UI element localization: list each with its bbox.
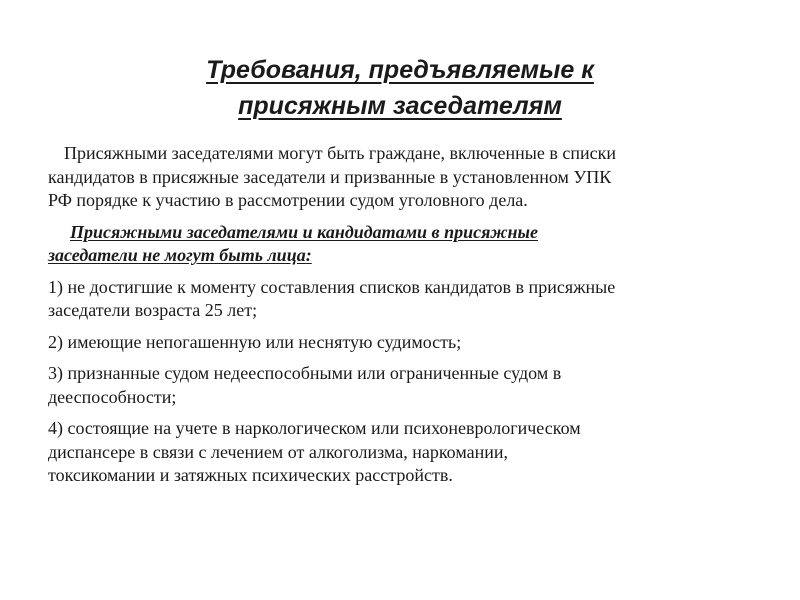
restriction-heading-colon: :	[305, 245, 312, 265]
slide-title-line: присяжным заседателям	[238, 92, 562, 120]
slide-body	[48, 142, 760, 496]
list-item-3	[48, 362, 760, 409]
intro-line: РФ порядке к участию в рассмотрении судом уголовного дела.	[48, 190, 528, 210]
restriction-heading-line: Присяжными заседателями и кандидатами в присяжные	[70, 221, 538, 242]
restriction-heading-line: заседатели не могут быть лица	[48, 245, 306, 265]
slide-title	[60, 52, 740, 124]
intro-paragraph	[48, 142, 760, 213]
list-item-line: 4) состоящие на учете в наркологическом или психоневрологическом	[48, 418, 581, 438]
list-item-line: токсикомании и затяжных психических расстройств.	[48, 465, 453, 485]
list-item-1	[48, 276, 760, 323]
list-item-line: дееспособности;	[48, 386, 177, 407]
slide-title-line: Требования, предъявляемые к	[206, 56, 594, 84]
list-item-line: 2) имеющие непогашенную или неснятую судимость;	[48, 331, 462, 352]
list-item-2	[48, 331, 760, 355]
restriction-heading	[48, 221, 760, 268]
intro-line: Присяжными заседателями могут быть граждане, включенные в списки	[64, 143, 617, 163]
list-item-line: заседатели возраста 25 лет;	[48, 300, 258, 320]
intro-line: кандидатов в присяжные заседатели и призванные в установленном УПК	[48, 166, 612, 187]
list-item-4	[48, 417, 760, 488]
list-item-line: диспансере в связи с лечением от алкоголизма, наркомании,	[48, 441, 508, 462]
list-item-line: 3) признанные судом недееспособными или ограниченные судом в	[48, 363, 562, 383]
list-item-line: 1) не достигшие к моменту составления списков кандидатов в присяжные	[48, 276, 616, 297]
